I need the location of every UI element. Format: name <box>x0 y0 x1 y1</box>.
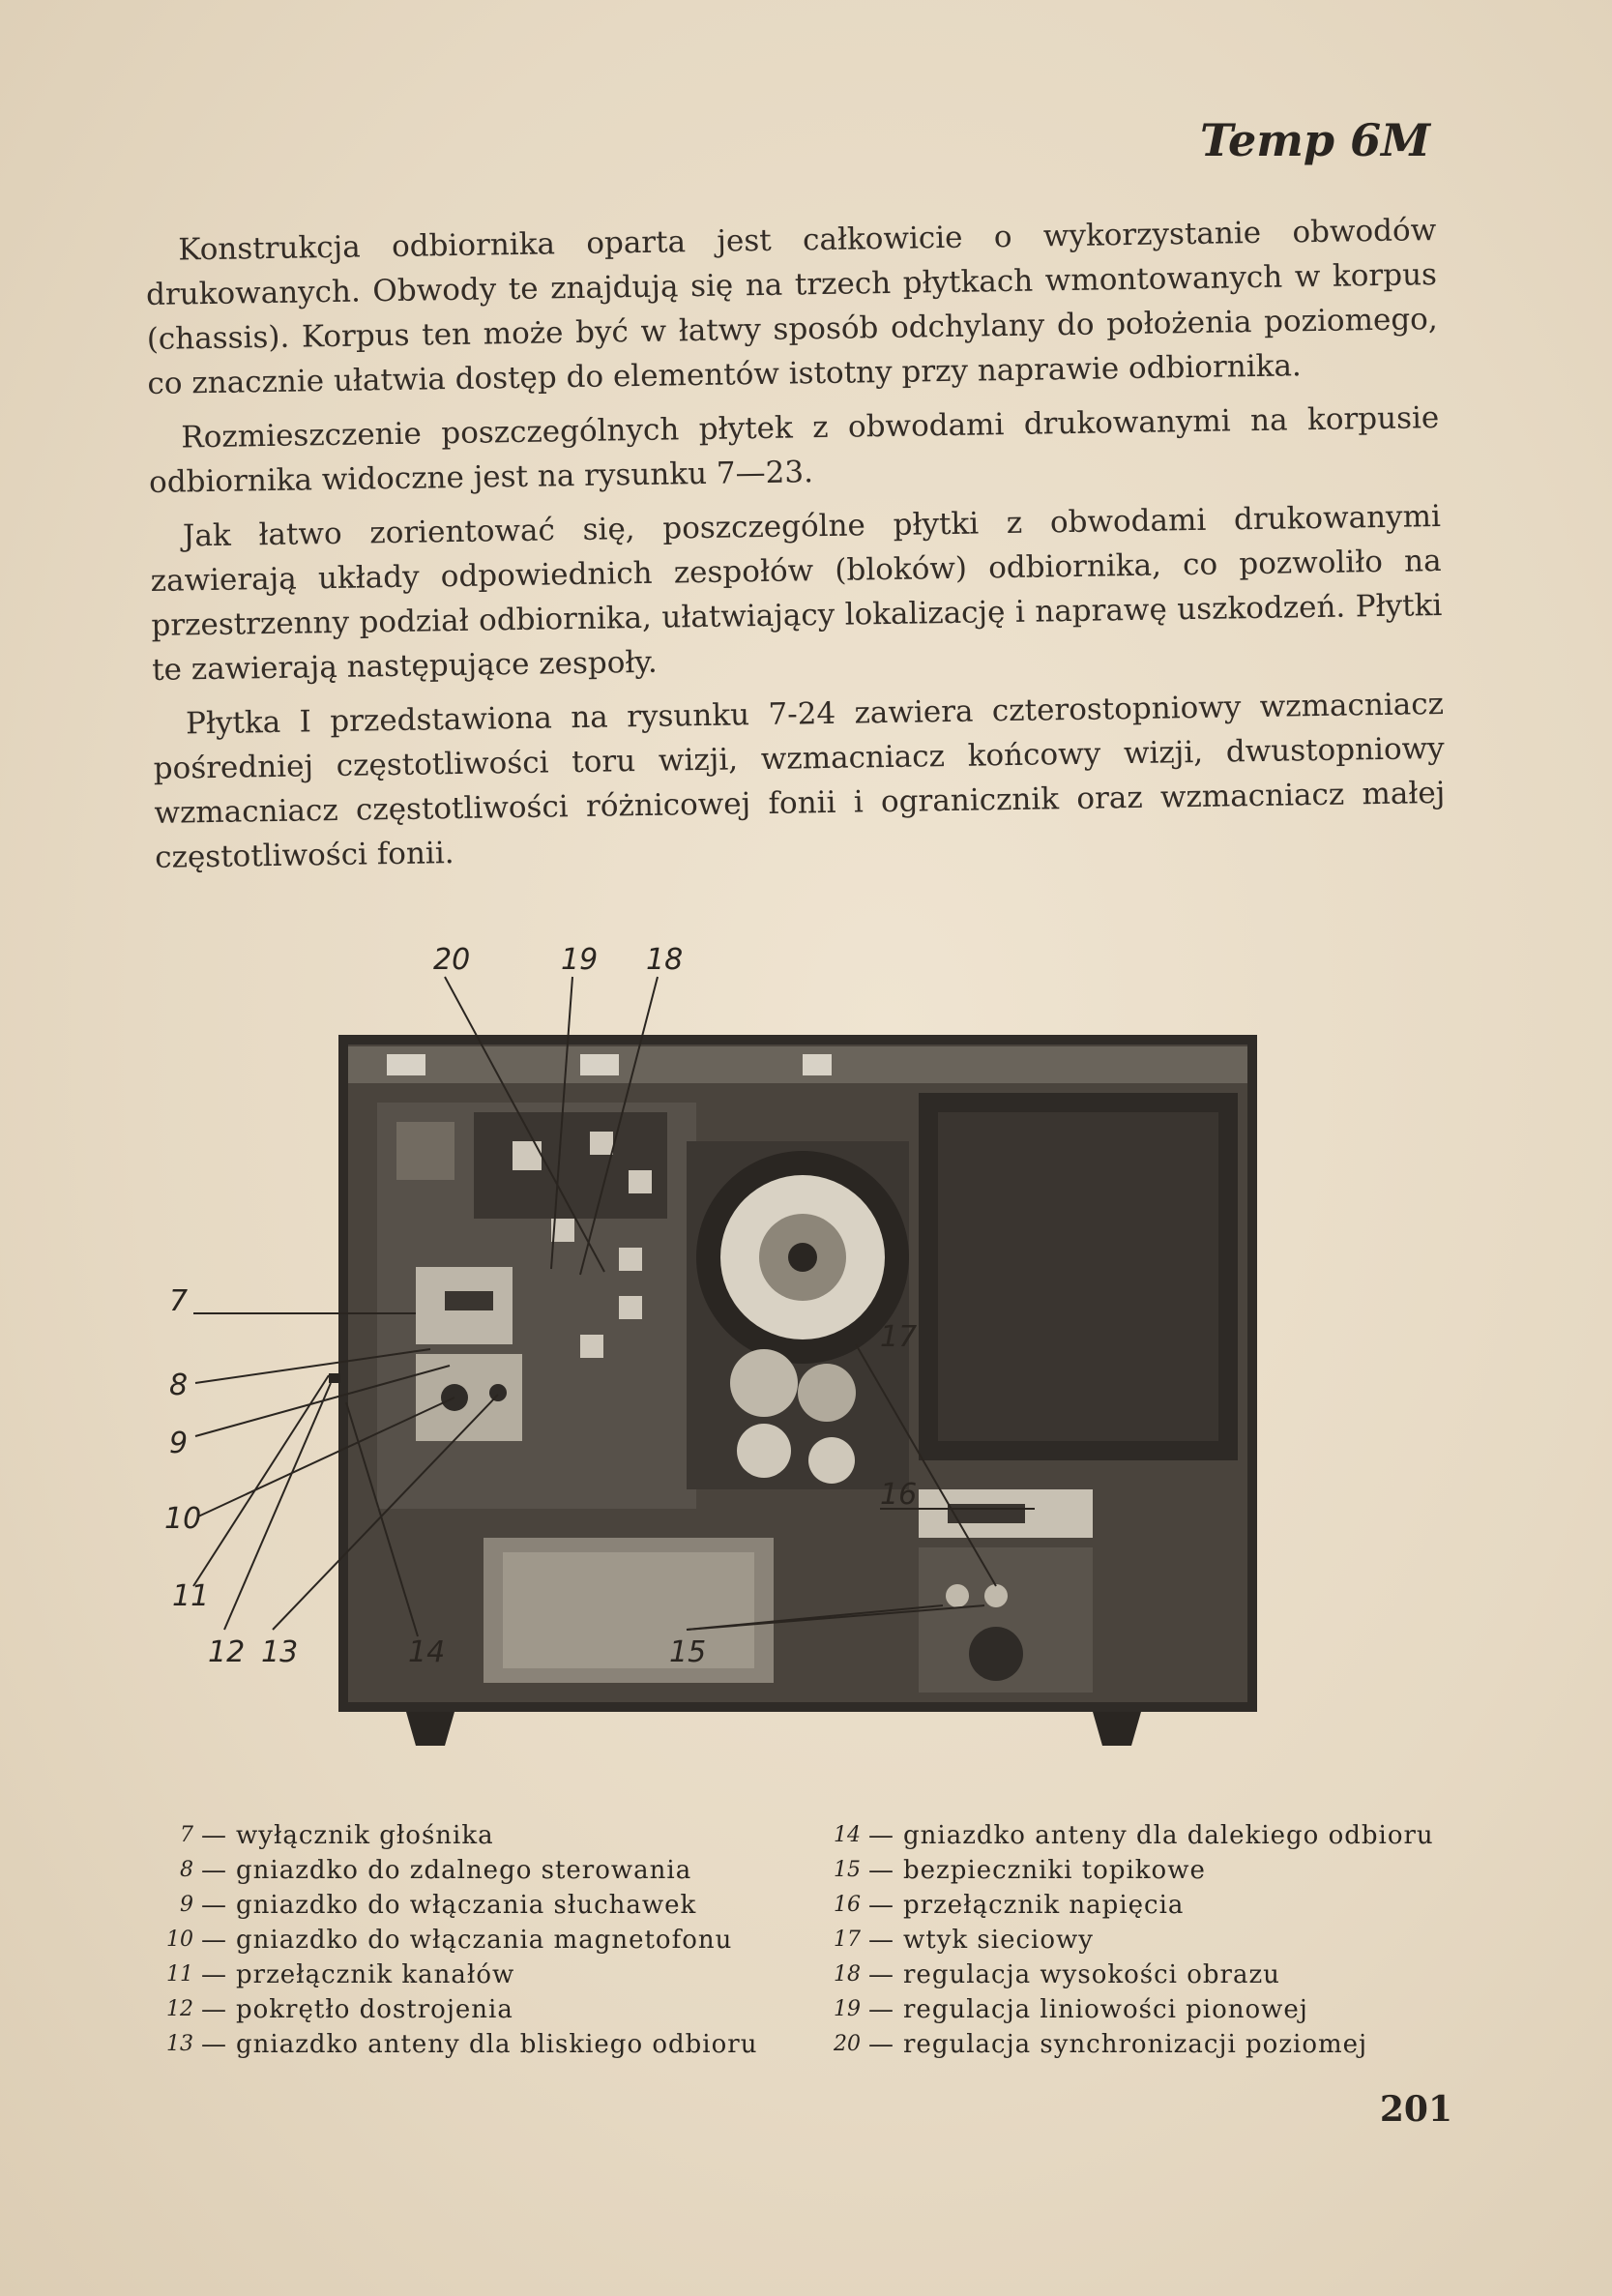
legend-item: 12 — pokrętło dostrojenia <box>166 1995 513 2024</box>
figure-legend-left <box>155 1818 793 2062</box>
callout-16: 16 <box>880 1478 918 1512</box>
page-number: 201 <box>1379 2089 1452 2130</box>
legend-item: 8 — gniazdko do zdalnego sterowania <box>180 1856 692 1885</box>
paragraph-1: Konstrukcja odbiornika oparta jest całkowicie o wykorzystanie obwodów drukowanych. Obwody te znajdują się na trzech płytkach wmontowanych w korpus (chassis). Korpus ten może być w łatwy sposób odchylany do położenia poziomego, co znacznie ułatwia dostęp do elementów istotny przy naprawie odbiornika. <box>145 213 1438 401</box>
figure-legend-right <box>822 1818 1441 2062</box>
callout-14: 14 <box>408 1635 446 1669</box>
callout-15: 15 <box>669 1635 707 1669</box>
legend-item: 20 — regulacja synchronizacji poziomej <box>834 2030 1368 2059</box>
callout-12: 12 <box>208 1635 246 1669</box>
callout-18: 18 <box>646 943 684 977</box>
legend-item: 17 — wtyk sieciowy <box>834 1926 1094 1955</box>
legend-item: 13 — gniazdko anteny dla bliskiego odbioru <box>166 2030 758 2059</box>
chassis-photo <box>329 1035 1257 1746</box>
callout-13: 13 <box>261 1635 299 1669</box>
paragraph-4: Płytka I przedstawiona na rysunku 7-24 zawiera czterostopniowy wzmacniacz pośredniej częstotliwości toru wizji, wzmacniacz końcowy wizji, dwustopniowy wzmacniacz częstotliwości różnicowej fonii i ogranicznik oraz wzmacniacz małej częstotliwości fonii. <box>153 686 1446 875</box>
callout-9: 9 <box>169 1427 189 1460</box>
legend-item: 19 — regulacja liniowości pionowej <box>834 1995 1308 2024</box>
callout-10: 10 <box>164 1502 202 1536</box>
legend-item: 10 — gniazdko do włączania magnetofonu <box>166 1926 733 1955</box>
callout-19: 19 <box>561 943 599 977</box>
legend-item: 18 — regulacja wysokości obrazu <box>834 1960 1280 1989</box>
paragraph-2: Rozmieszczenie poszczególnych płytek z obwodami drukowanymi na korpusie odbiornika widoczne jest na rysunku 7—23. <box>148 400 1440 500</box>
legend-item: 11 — przełącznik kanałów <box>166 1960 515 1989</box>
callout-20: 20 <box>433 943 471 977</box>
paragraph-3: Jak łatwo zorientować się, poszczególne płytki z obwodami drukowanymi zawierają układy odpowiednich zespołów (bloków) odbiornika, co pozwoliło na przestrzenny podział odbiornika, ułatwiający lokalizację i naprawę uszkodzeń. Płytki te zawierają następujące zespoły. <box>150 498 1443 688</box>
legend-item: 9 — gniazdko do włączania słuchawek <box>180 1891 697 1920</box>
legend-item: 7 — wyłącznik głośnika <box>180 1821 494 1850</box>
running-header-title: Temp 6M <box>1200 114 1430 166</box>
body-text <box>145 208 1447 890</box>
callout-8: 8 <box>169 1369 189 1402</box>
chassis-photo-illustration <box>164 943 1344 1809</box>
legend-item: 14 — gniazdko anteny dla dalekiego odbioru <box>834 1821 1434 1850</box>
callout-17: 17 <box>880 1320 918 1354</box>
legend-item: 16 — przełącznik napięcia <box>834 1891 1185 1920</box>
legend-item: 15 — bezpieczniki topikowe <box>834 1856 1206 1885</box>
callout-7: 7 <box>169 1284 189 1318</box>
chassis-photo-figure <box>164 943 1344 1809</box>
callout-11: 11 <box>172 1579 210 1613</box>
